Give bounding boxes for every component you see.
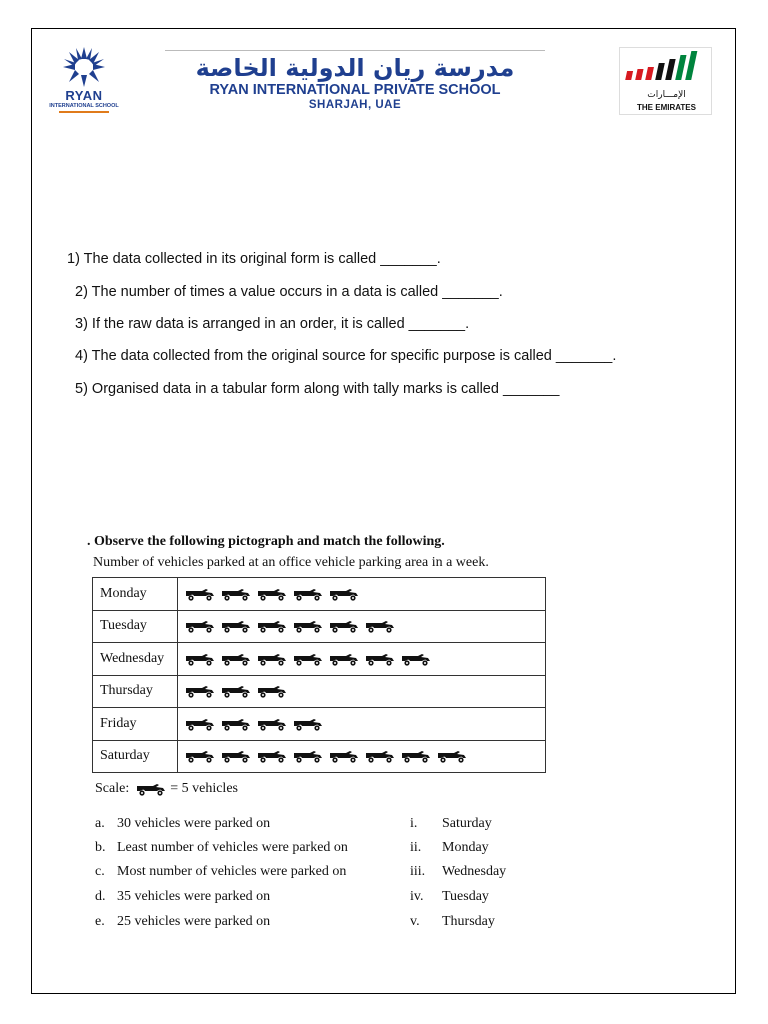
vehicle-icon <box>292 651 328 667</box>
ryan-logo <box>43 45 125 115</box>
pictograph-row <box>93 675 546 708</box>
day-label: Monday <box>93 578 178 611</box>
vehicle-icon <box>364 618 400 634</box>
logo-subtext: INTERNATIONAL SCHOOL <box>49 103 119 109</box>
match-left-key: c. <box>95 864 105 879</box>
emirates-arabic-label: الإمـــارات <box>647 90 686 100</box>
vehicle-icon <box>220 748 256 764</box>
pictograph-scale <box>95 781 238 797</box>
vehicle-icon <box>220 716 256 732</box>
vehicle-icon <box>256 748 292 764</box>
day-label: Saturday <box>93 740 178 773</box>
emirates-label: THE EMIRATES <box>637 103 696 112</box>
vehicle-icons <box>178 578 546 611</box>
match-left-key: b. <box>95 840 106 855</box>
vehicle-icon <box>184 618 220 634</box>
match-right-key: ii. <box>410 840 422 855</box>
question-2: 2) The number of times a value occurs in a data is called _______. <box>75 284 503 300</box>
question-1: 1) The data collected in its original form is called _______. <box>67 251 441 267</box>
ryan-star-icon <box>43 45 125 89</box>
vehicle-icon <box>256 683 292 699</box>
vehicle-icon <box>184 586 220 602</box>
match-left-key: e. <box>95 914 105 929</box>
logo-text: RYAN <box>65 88 103 103</box>
vehicle-icon <box>256 651 292 667</box>
vehicle-icon <box>184 683 220 699</box>
vehicle-icon <box>364 748 400 764</box>
vehicle-icon <box>292 716 328 732</box>
vehicle-icon <box>292 618 328 634</box>
pictograph-instruction: . Observe the following pictograph and match the following. <box>87 534 445 549</box>
vehicle-icons <box>178 643 546 676</box>
match-left-key: d. <box>95 889 106 904</box>
pictograph-row <box>93 578 546 611</box>
vehicle-icon <box>220 651 256 667</box>
vehicle-icon <box>400 651 436 667</box>
vehicle-icon <box>400 748 436 764</box>
vehicle-icon <box>256 618 292 634</box>
school-name: RYAN INTERNATIONAL PRIVATE SCHOOL <box>209 82 501 98</box>
vehicle-icon <box>436 748 472 764</box>
pictograph-caption: Number of vehicles parked at an office vehicle parking area in a week. <box>93 555 489 570</box>
match-right-key: i. <box>410 816 418 831</box>
day-label: Thursday <box>93 675 178 708</box>
school-location: SHARJAH, UAE <box>308 99 402 111</box>
vehicle-icon <box>256 586 292 602</box>
day-label: Tuesday <box>93 610 178 643</box>
match-right-key: iii. <box>410 864 426 879</box>
match-left-text: 25 vehicles were parked on <box>117 914 271 929</box>
scale-vehicle-icon <box>129 781 170 796</box>
vehicle-icon <box>328 586 364 602</box>
vehicle-icon <box>220 683 256 699</box>
match-left-text: Least number of vehicles were parked on <box>117 840 348 855</box>
vehicle-icon <box>256 716 292 732</box>
question-3: 3) If the raw data is arranged in an order, it is called _______. <box>75 316 470 332</box>
scale-value: = 5 vehicles <box>170 781 238 796</box>
day-label: Friday <box>93 708 178 741</box>
match-left-text: 35 vehicles were parked on <box>117 889 271 904</box>
day-label: Wednesday <box>93 643 178 676</box>
match-right-key: iv. <box>410 889 424 904</box>
pictograph-table <box>92 577 546 773</box>
match-right-text: Saturday <box>442 816 492 831</box>
logo-underline <box>59 111 109 113</box>
vehicle-icons <box>178 610 546 643</box>
vehicle-icon <box>328 651 364 667</box>
vehicle-icon <box>220 618 256 634</box>
vehicle-icons <box>178 675 546 708</box>
match-left-text: 30 vehicles were parked on <box>117 816 271 831</box>
match-right-text: Thursday <box>442 914 495 929</box>
match-left-key: a. <box>95 816 105 831</box>
vehicle-icon <box>184 651 220 667</box>
school-name-arabic: مدرسة ريان الدولية الخاصة <box>195 54 515 82</box>
match-right-text: Wednesday <box>442 864 507 879</box>
vehicle-icon <box>292 586 328 602</box>
emirates-bars-icon <box>620 48 713 90</box>
vehicle-icon <box>184 748 220 764</box>
match-right-key: v. <box>410 914 420 929</box>
banner-rule <box>165 50 545 51</box>
question-4: 4) The data collected from the original source for specific purpose is called _______. <box>75 348 617 364</box>
match-right-text: Tuesday <box>442 889 489 904</box>
pictograph-row <box>93 610 546 643</box>
emirates-logo <box>619 47 712 115</box>
pictograph-row <box>93 740 546 773</box>
vehicle-icons <box>178 708 546 741</box>
match-right-text: Monday <box>442 840 489 855</box>
pictograph-row <box>93 643 546 676</box>
vehicle-icon <box>328 618 364 634</box>
vehicle-icon <box>328 748 364 764</box>
vehicle-icon <box>184 716 220 732</box>
vehicle-icons <box>178 740 546 773</box>
vehicle-icon <box>364 651 400 667</box>
match-left-text: Most number of vehicles were parked on <box>117 864 347 879</box>
scale-label: Scale: <box>95 781 130 796</box>
vehicle-icon <box>220 586 256 602</box>
pictograph-row <box>93 708 546 741</box>
school-banner <box>165 48 545 114</box>
question-5: 5) Organised data in a tabular form along with tally marks is called _______ <box>75 381 560 397</box>
vehicle-icon <box>292 748 328 764</box>
